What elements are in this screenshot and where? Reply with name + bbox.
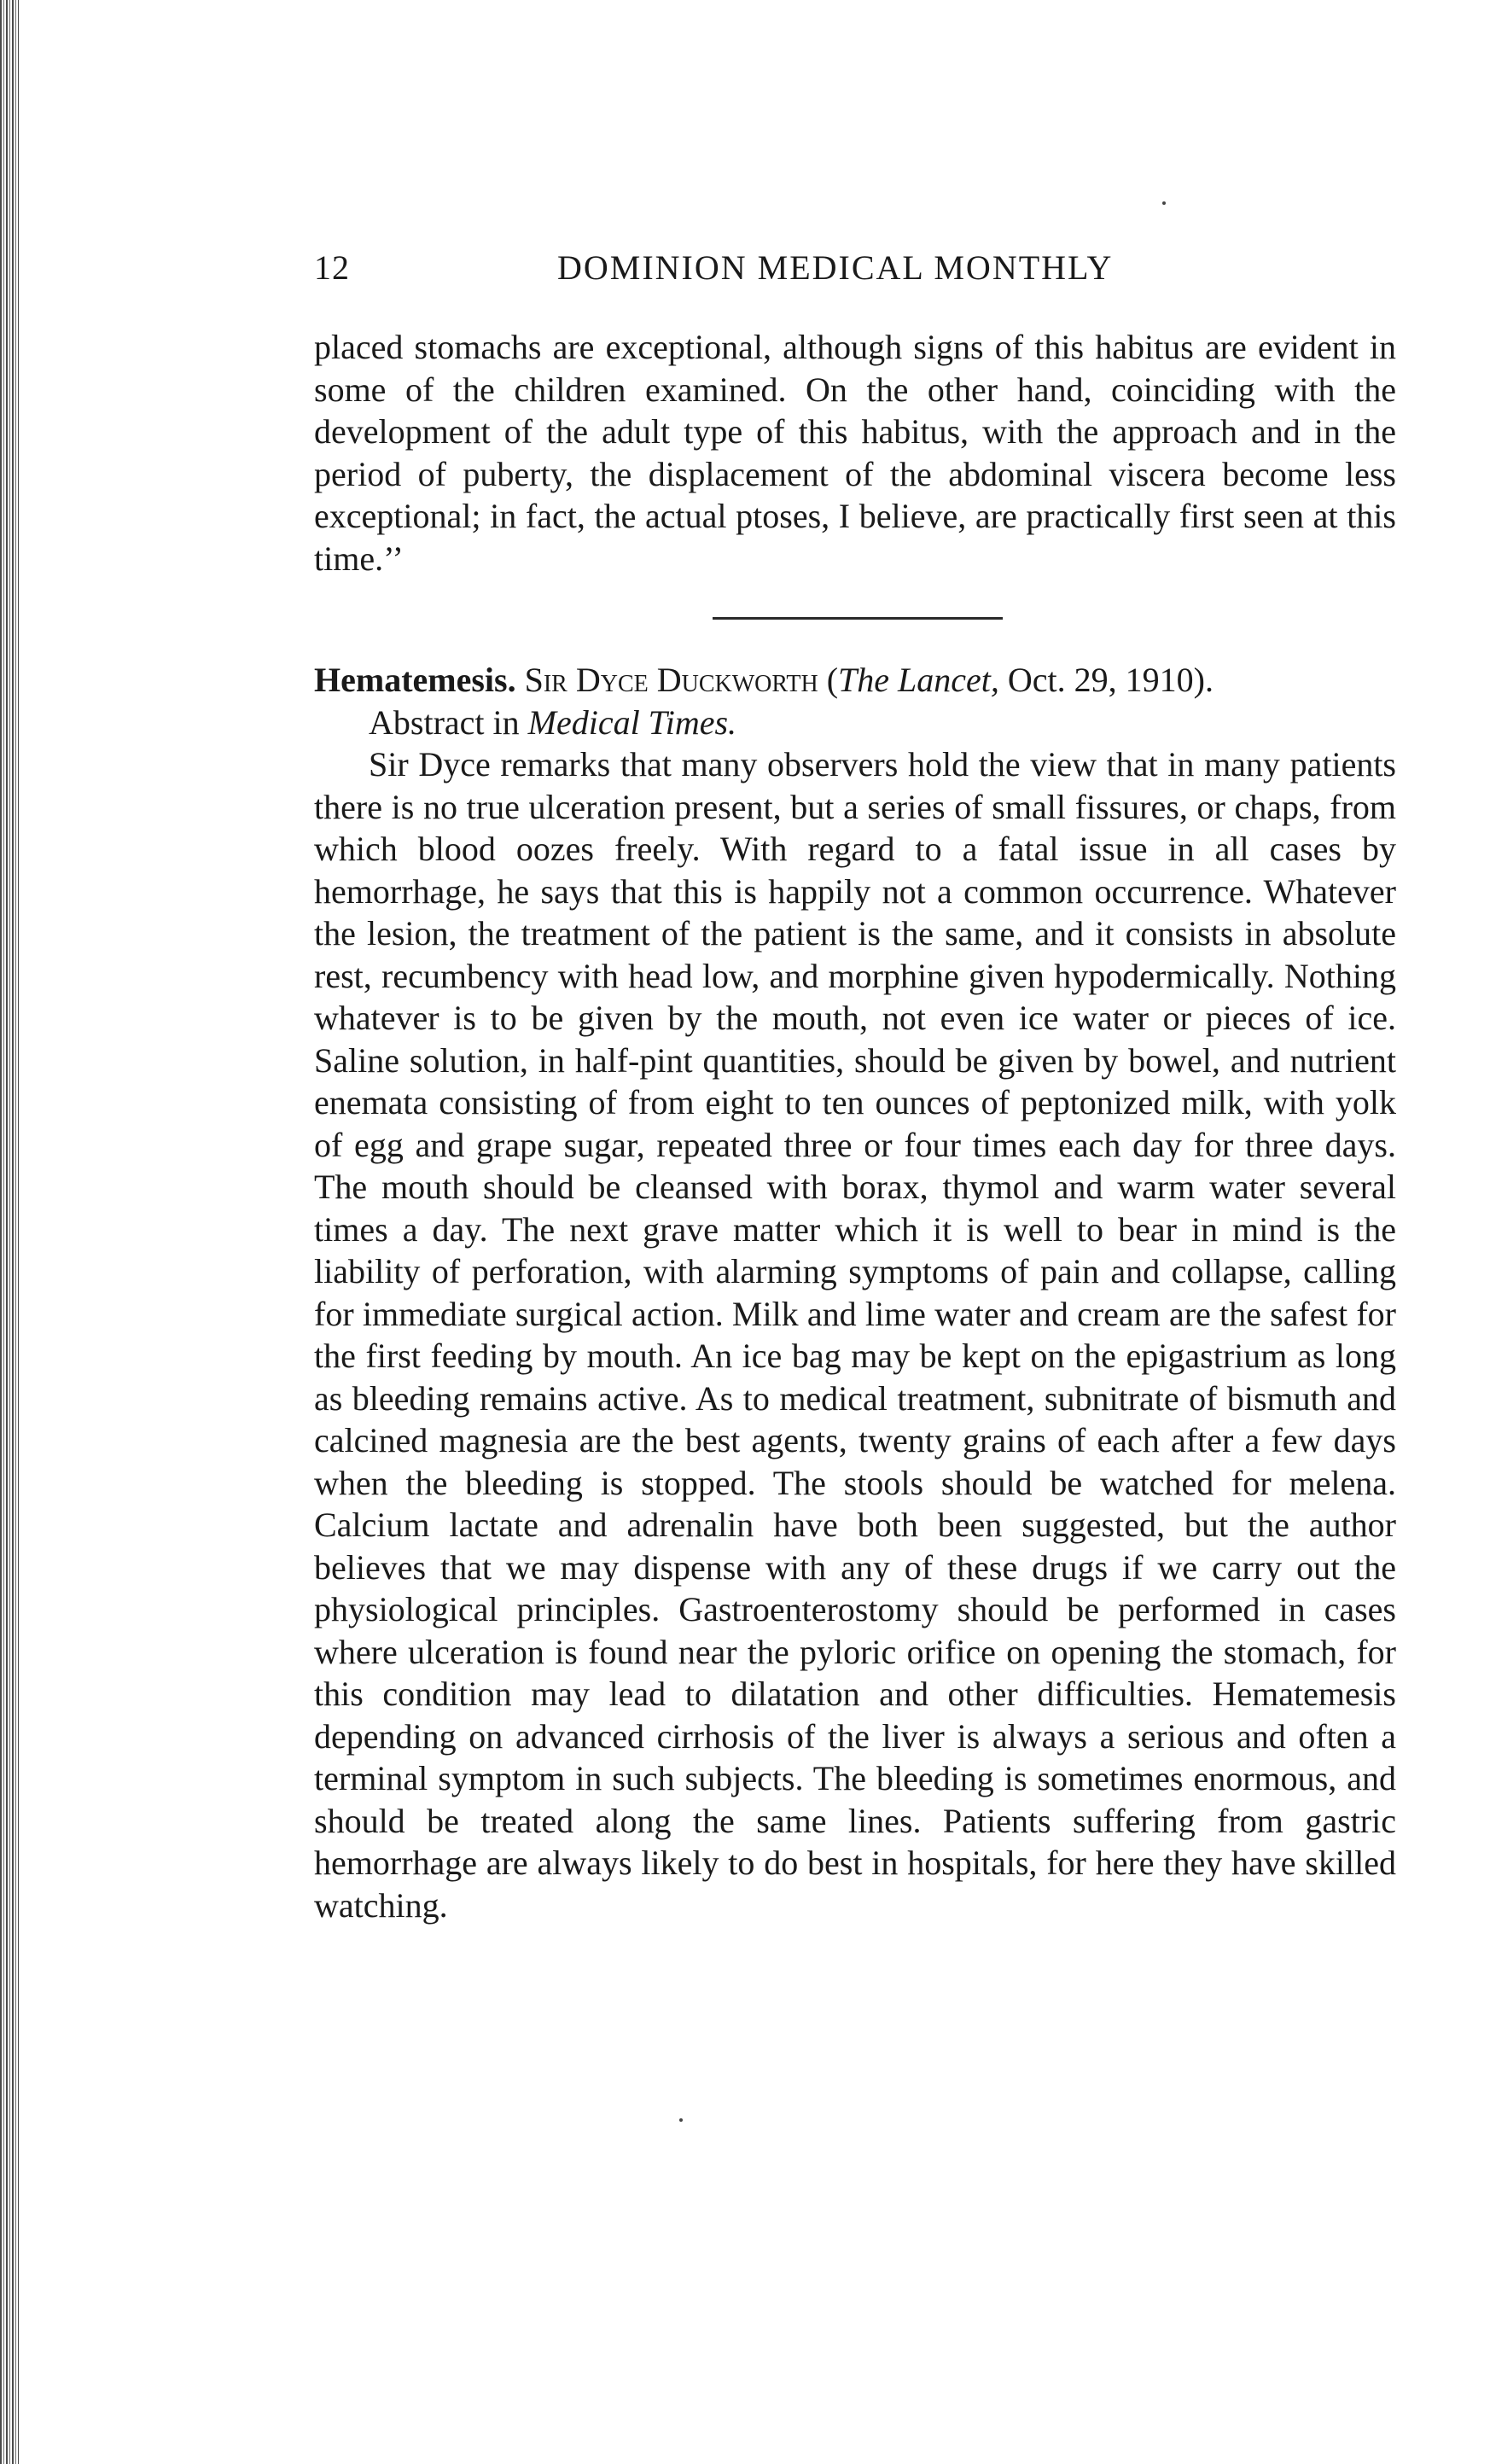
abstract-prefix: Abstract in: [369, 702, 528, 742]
continued-paragraph: placed stomachs are exceptional, although signs of this habitus are evident in some of the children examined. On the other hand, coinciding with the development of the adult type of this habitus, with the approach and in the period of puberty, the displacement of the abdominal viscera become less exceptional; in fact, the actual ptoses, I believe, are practically first seen at this time.’’: [314, 328, 1396, 578]
article-heading: [314, 659, 1396, 743]
source-date: Oct. 29, 1910).: [998, 661, 1214, 699]
page-binding-edge: [0, 0, 19, 2464]
source-journal: The Lancet,: [838, 661, 999, 699]
article-title: Hematemesis.: [314, 661, 516, 699]
abstract-source: Medical Times.: [527, 702, 737, 742]
article-body: Sir Dyce remarks that many observers hold the view that in many patients there is no true ulceration present, but a series of small fissures, or chaps, from which blood oozes freely. With regard to a fatal issue in all cases by hemorrhage, he says that this is happily not a common occurrence. Whatever the lesion, the treatment of the patient is the same, and it consists in absolute rest, recumbency with head low, and morphine given hypodermically. Nothing whatever is to be given by the mouth, not even ice water or pieces of ice. Saline solution, in half-pint quantities, should be given by bowel, and nutrient enemata consisting of from eight to ten ounces of peptonized milk, with yolk of egg and grape sugar, repeated three or four times each day for three days. The mouth should be cleansed with borax, thymol and warm water several times a day. The next grave matter which it is well to bear in mind is the liability of perforation, with alarming symptoms of pain and collapse, calling for immediate surgical action. Milk and lime water and cream are the safest for the first feeding by mouth. An ice bag may be kept on the epigastrium as long as bleeding remains active. As to medical treatment, subnitrate of bismuth and calcined magnesia are the best agents, twenty grains of each after a few days when the bleeding is stopped. The stools should be watched for melena. Calcium lactate and adrenalin have both been suggested, but the author believes that we may dispense with any of these drugs if we carry out the physiological principles. Gastroenterostomy should be performed in cases where ulceration is found near the pyloric orifice on opening the stomach, for this condition may lead to dilatation and other difficulties. Hematemesis depending on advanced cirrhosis of the liver is always a serious and often a terminal symptom in such subjects. The bleeding is sometimes enormous, and should be treated along the same lines. Patients suffering from gastric hemorrhage are always likely to do best in hospitals, for here they have skilled watching.: [314, 745, 1396, 1925]
section-divider: [713, 617, 1003, 620]
running-title: DOMINION MEDICAL MONTHLY: [557, 248, 1114, 287]
article-citation-line: [314, 659, 1396, 702]
source-open: (: [826, 661, 839, 699]
abstract-line: [314, 702, 1396, 744]
article-author: Sir Dyce Duckworth: [524, 661, 818, 699]
page-header: [314, 248, 1167, 290]
print-speck: [679, 2118, 683, 2122]
print-speck: [1162, 201, 1166, 205]
page-number: 12: [314, 248, 350, 287]
